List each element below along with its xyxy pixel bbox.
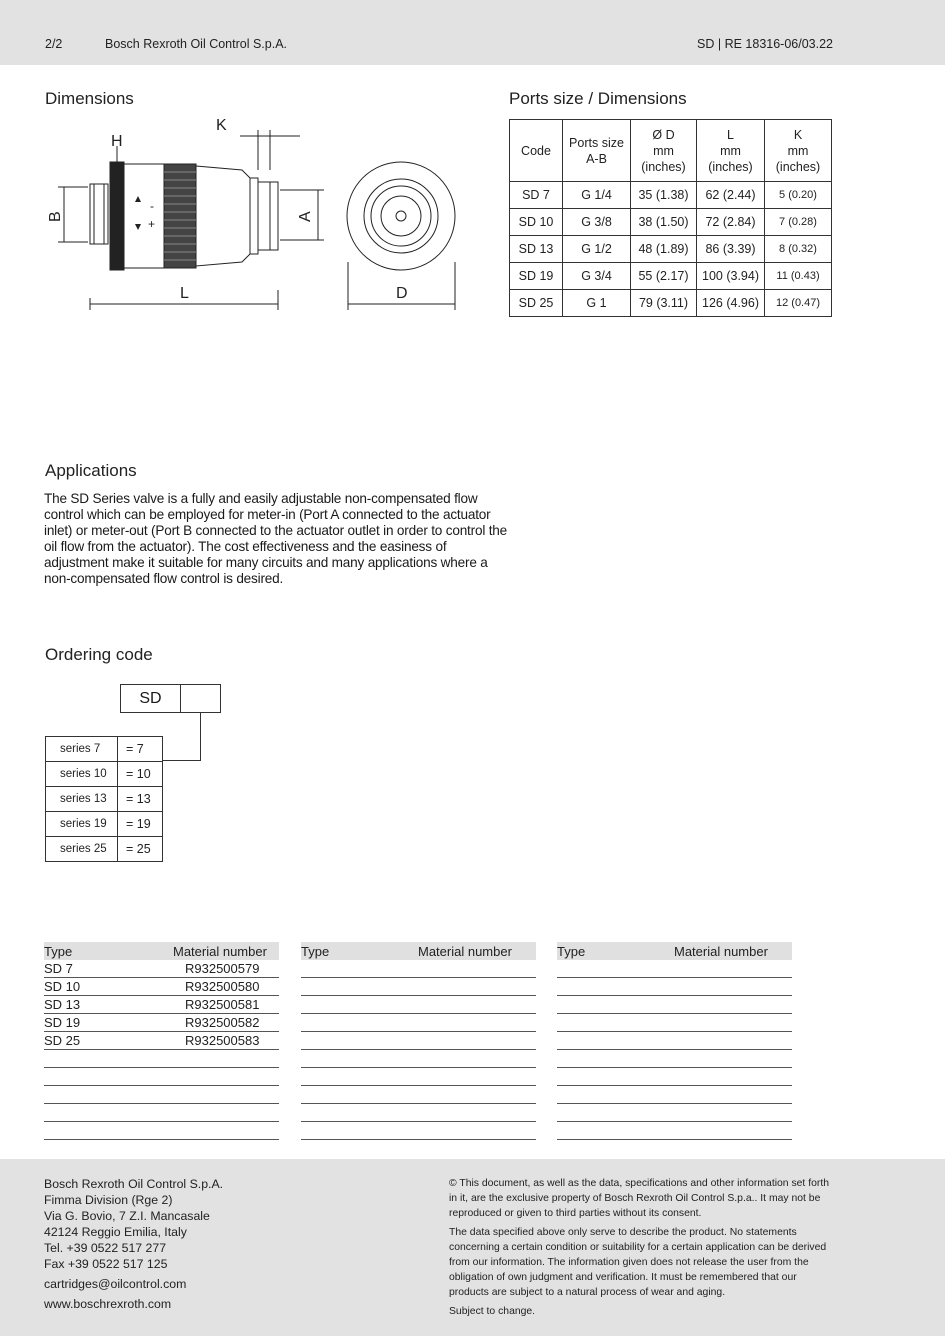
label-a: A: [297, 211, 314, 222]
header-l: L mm (inches): [697, 120, 765, 182]
website-link[interactable]: www.boschrexroth.com: [44, 1297, 172, 1311]
label-l: L: [180, 285, 189, 302]
table-row: [301, 978, 536, 996]
table-row: series 25 = 25: [46, 837, 163, 862]
ports-size-table: [509, 119, 832, 317]
table-row: series 13 = 13: [46, 787, 163, 812]
table-row: [557, 1032, 792, 1050]
connector-line: [200, 713, 201, 761]
table-row: [301, 1104, 536, 1122]
table-row: [301, 1032, 536, 1050]
table-row: [44, 1068, 279, 1086]
company-address: Bosch Rexroth Oil Control S.p.A. Fimma Division (Rge 2) Via G. Bovio, 7 Z.I. Mancasale 42124 Reggio Emilia, Italy Tel. +39 0522 517 277 Fax +39 0522 517 125 cartridges@oilcontrol.com www.boschrexroth.com: [44, 1177, 224, 1311]
label-b: B: [47, 211, 64, 222]
table-row: SD 10 G 3/8 38 (1.50) 72 (2.84) 7 (0.28): [510, 209, 832, 236]
table-row: SD 7 G 1/4 35 (1.38) 62 (2.44) 5 (0.20): [510, 182, 832, 209]
table-row: [557, 978, 792, 996]
table-row: SD 25 R932500583: [44, 1032, 279, 1050]
table-row: [557, 1104, 792, 1122]
applications-heading: Applications: [45, 461, 137, 480]
table-row: SD 10 R932500580: [44, 978, 279, 996]
material-table-1: [44, 942, 279, 1140]
table-row: [557, 1068, 792, 1086]
table-row: [301, 996, 536, 1014]
table-row: SD 25 G 1 79 (3.11) 126 (4.96) 12 (0.47): [510, 290, 832, 317]
header-d: Ø D mm (inches): [631, 120, 697, 182]
table-row: series 7 = 7: [46, 737, 163, 762]
page-number: 2/2: [45, 37, 63, 51]
ordering-code-box: [120, 684, 221, 713]
table-row: series 19 = 19: [46, 812, 163, 837]
material-table-header: Type Material number: [557, 942, 792, 960]
series-table: [45, 736, 163, 862]
phone-number: Tel. +39 0522 517 277: [44, 1241, 167, 1255]
ordering-code-prefix: SD: [121, 685, 181, 712]
label-minus: -: [150, 199, 154, 213]
legal-notice: © This document, as well as the data, specifications and other information set forth in it, are the exclusive property of Bosch Rexroth Oil Control S.p.a.. It may not be reproduced or given to third parties without its consent. The data specified above only serve to describe the product. No statements concerning a certain condition or suitability for a certain application can be derived from our information. The information given does not release the user from the obligation of own judgment and verification. It must be remembered that our products are subject to a natural process of wear and aging. Subject to change.: [449, 1178, 829, 1317]
table-header-row: [510, 120, 832, 182]
page-header: [0, 0, 945, 65]
material-table-header: Type Material number: [44, 942, 279, 960]
label-h: H: [111, 133, 123, 150]
table-row: [301, 1086, 536, 1104]
dimensions-heading: Dimensions: [45, 89, 134, 108]
table-row: SD 7 R932500579: [44, 960, 279, 978]
material-table-header: Type Material number: [301, 942, 536, 960]
table-row: [557, 1122, 792, 1140]
material-table-3: [557, 942, 792, 1140]
table-row: [44, 1104, 279, 1122]
ports-heading: Ports size / Dimensions: [509, 89, 687, 108]
fax-number: Fax +39 0522 517 125: [44, 1257, 168, 1271]
header-code: Code: [510, 120, 563, 182]
table-row: [557, 1014, 792, 1032]
table-row: [557, 960, 792, 978]
valve-dimension-drawing: [40, 112, 465, 322]
label-d: D: [396, 285, 408, 302]
table-row: [301, 960, 536, 978]
table-row: [44, 1050, 279, 1068]
table-row: series 10 = 10: [46, 762, 163, 787]
label-k: K: [216, 117, 227, 134]
ordering-code-heading: Ordering code: [45, 645, 153, 664]
table-row: SD 13 R932500581: [44, 996, 279, 1014]
table-row: [44, 1122, 279, 1140]
header-k: K mm (inches): [765, 120, 832, 182]
table-row: [301, 1122, 536, 1140]
table-row: [557, 1050, 792, 1068]
table-row: [557, 996, 792, 1014]
applications-text: The SD Series valve is a fully and easily adjustable non-compensated flow control which can be employed for meter-in (Port A connected to the actuator inlet) or meter-out (Port B connected to the actuator outlet in order to control the oil flow from the actuator). The cost effectiveness and the easiness of adjustment make it suitable for many circuits and many applications where a non-compensated flow control is desired.: [44, 491, 508, 586]
table-row: [301, 1050, 536, 1068]
document-reference: SD | RE 18316-06/03.22: [697, 37, 833, 51]
table-row: SD 13 G 1/2 48 (1.89) 86 (3.39) 8 (0.32): [510, 236, 832, 263]
table-row: [301, 1068, 536, 1086]
header-company: Bosch Rexroth Oil Control S.p.A.: [105, 37, 288, 51]
table-row: [557, 1086, 792, 1104]
email-link[interactable]: cartridges@oilcontrol.com: [44, 1277, 187, 1291]
connector-line: [163, 760, 201, 761]
material-table-2: [301, 942, 536, 1140]
table-row: [301, 1014, 536, 1032]
table-row: [44, 1086, 279, 1104]
page-footer: [0, 1159, 945, 1336]
table-row: SD 19 R932500582: [44, 1014, 279, 1032]
header-ports-size: Ports size A-B: [563, 120, 631, 182]
label-plus: +: [148, 217, 156, 231]
table-row: SD 19 G 3/4 55 (2.17) 100 (3.94) 11 (0.43): [510, 263, 832, 290]
